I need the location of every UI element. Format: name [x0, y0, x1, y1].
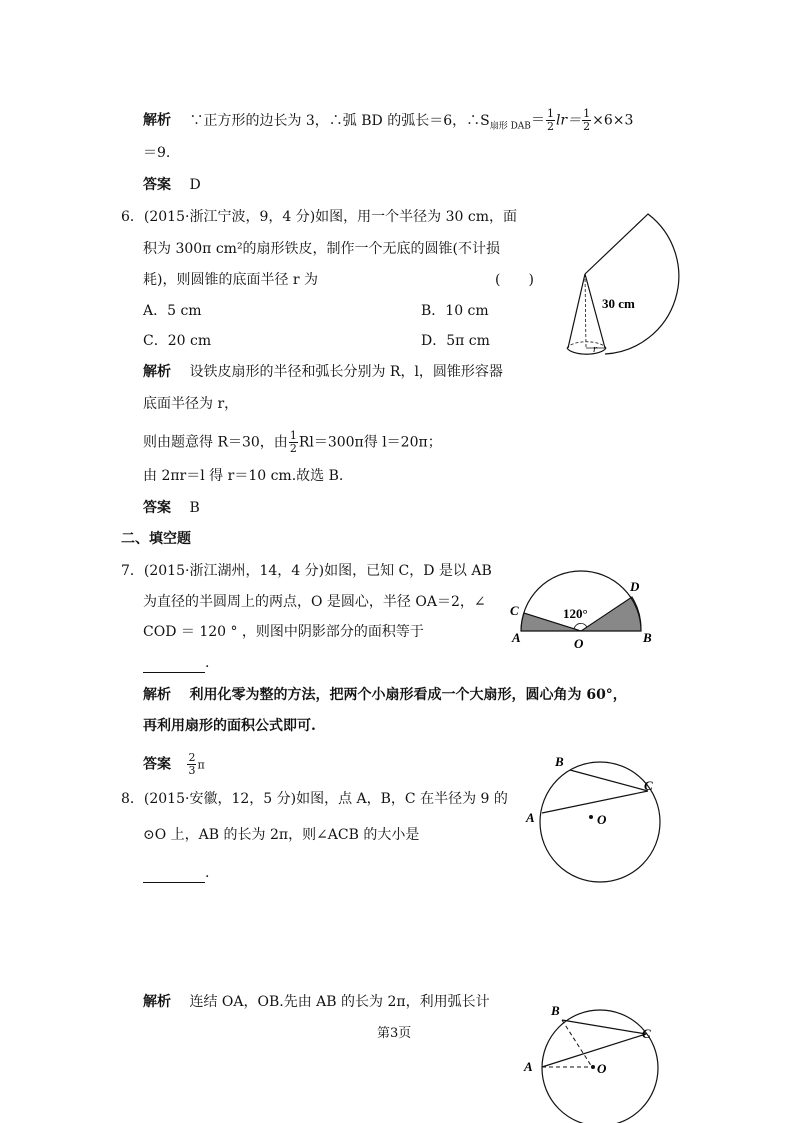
solution-label: 解析 — [143, 112, 171, 129]
q7-answer — [143, 752, 205, 777]
solution-label: 解析 — [143, 687, 171, 703]
angle-label: 120° — [563, 606, 588, 621]
cone-base-front — [567, 348, 606, 354]
point-b-label: B — [555, 754, 564, 769]
q6-answer — [143, 498, 200, 518]
denominator: 2 — [583, 120, 591, 133]
q7-line1: 7．(2015·浙江湖州，14，4 分)如图，已知 C，D 是以 AB — [121, 563, 492, 579]
shaded-sector-right — [581, 597, 641, 631]
cone-axis — [585, 274, 586, 348]
fraction — [289, 430, 298, 455]
solution-text: 利用化零为整的方法，把两个小扇形看成一个大扇形，圆心角为 60°， — [189, 687, 627, 703]
q6-option-b: B．10 cm — [421, 303, 489, 319]
point-o-label: O — [597, 1061, 607, 1076]
radius-ob — [562, 1020, 592, 1067]
answer-label: 答案 — [143, 177, 171, 193]
prev-solution-line1 — [143, 108, 633, 136]
cone-base-back — [567, 342, 606, 348]
prev-answer — [143, 175, 201, 195]
period: . — [205, 865, 210, 881]
q6-option-c: C．20 cm — [143, 333, 212, 349]
answer-value: D — [189, 177, 201, 193]
answer-blank — [143, 868, 205, 883]
q6-solution-line2: 底面半径为 r， — [143, 396, 239, 412]
point-o-label: O — [597, 812, 607, 827]
chord-bc — [562, 1020, 646, 1034]
solution-label: 解析 — [143, 994, 171, 1010]
point-a-label: A — [526, 810, 535, 825]
subscript: 扇形 DAB — [489, 121, 531, 132]
point-a-label: A — [512, 630, 521, 645]
denominator: 3 — [188, 764, 196, 777]
prev-solution-line2: ＝9. — [143, 145, 171, 161]
numerator: 1 — [583, 107, 591, 120]
point-b-label: B — [551, 1003, 560, 1018]
cone-right-edge — [585, 274, 605, 348]
solution-text: ∵正方形的边长为 3，∴弧 BD 的弧长＝6，∴S — [189, 112, 490, 129]
q6-solution-line3 — [143, 430, 442, 455]
period: . — [205, 655, 210, 671]
point-c-label: C — [642, 1026, 651, 1041]
answer-label: 答案 — [143, 756, 171, 773]
q6-line1: 6．(2015·浙江宁波，9，4 分)如图，用一个半径为 30 cm，面 — [121, 209, 518, 225]
chord-bc — [570, 770, 648, 791]
point-c-label: C — [644, 778, 653, 793]
q6-solution-line1 — [143, 362, 503, 382]
answer-blank — [143, 658, 205, 673]
numerator: 2 — [188, 751, 196, 764]
center-point — [589, 815, 593, 819]
q6-paren: ( ) — [495, 272, 534, 288]
q7-line3: COD ＝ 120 ° ，则图中阴影部分的面积等于 — [143, 624, 424, 640]
q6-line3: 耗)，则圆锥的底面半径 r 为 — [143, 272, 319, 288]
denominator: 2 — [546, 120, 554, 133]
q8-line3 — [143, 863, 209, 883]
slant-length-label: 30 cm — [602, 296, 635, 311]
numerator: 1 — [289, 429, 297, 442]
q8-solution-line1 — [143, 992, 490, 1012]
q6-option-a: A．5 cm — [143, 303, 202, 319]
chord-ac — [542, 1034, 646, 1067]
numerator: 1 — [546, 107, 554, 120]
radius-label: r — [593, 343, 598, 355]
q6-option-d: D．5π cm — [421, 333, 490, 349]
page-footer: 第3页 — [377, 1026, 412, 1041]
point-o-label: O — [574, 636, 584, 651]
denominator: 2 — [289, 442, 297, 455]
q8-circle-figure — [520, 750, 670, 880]
solution-label: 解析 — [143, 364, 171, 380]
solution-text: 连结 OA，OB.先由 AB 的长为 2π，利用弧长计 — [189, 994, 490, 1010]
cone-left-edge — [568, 274, 585, 348]
q6-solution-line4: 由 2πr＝l 得 r＝10 cm.故选 B. — [143, 468, 344, 484]
fraction — [546, 108, 555, 133]
fraction — [582, 108, 591, 133]
fraction — [187, 752, 196, 777]
point-d-label: D — [630, 579, 640, 594]
q7-semicircle-figure — [508, 570, 658, 650]
pi-symbol: π — [197, 758, 205, 772]
solution-text: 则由题意得 R＝30，由 — [143, 434, 288, 451]
answer-value: B — [189, 500, 200, 516]
center-point — [591, 1065, 595, 1069]
q8-solution-figure — [520, 998, 670, 1123]
sector-shape — [585, 214, 679, 354]
q7-solution-line1 — [143, 685, 627, 705]
solution-text: Rl＝300π得 l＝20π； — [298, 434, 442, 451]
q7-solution-line2: 再利用扇形的面积公式即可. — [143, 718, 316, 734]
formula-tail: ×6×3 — [592, 112, 634, 129]
section-heading: 二、填空题 — [121, 531, 191, 547]
q7-line4 — [143, 653, 209, 673]
formula-text: lr＝ — [555, 112, 582, 129]
q6-line2: 积为 300π cm²的扇形铁皮，制作一个无底的圆锥(不计损 — [143, 241, 501, 257]
equals: ＝ — [530, 112, 545, 129]
point-c-label: C — [510, 603, 519, 618]
q7-line2: 为直径的半圆周上的两点，O 是圆心，半径 OA＝2，∠ — [143, 594, 486, 610]
q6-cone-figure — [555, 210, 675, 370]
solution-text: 设铁皮扇形的半径和弧长分别为 R，l，圆锥形容器 — [189, 364, 503, 380]
point-a-label: A — [524, 1059, 533, 1074]
chord-ac — [542, 791, 648, 813]
point-b-label: B — [643, 630, 652, 645]
q8-line2: ⊙O 上，AB 的长为 2π，则∠ACB 的大小是 — [143, 827, 420, 843]
answer-label: 答案 — [143, 500, 171, 516]
q8-line1: 8．(2015·安徽，12，5 分)如图，点 A，B，C 在半径为 9 的 — [121, 791, 508, 807]
